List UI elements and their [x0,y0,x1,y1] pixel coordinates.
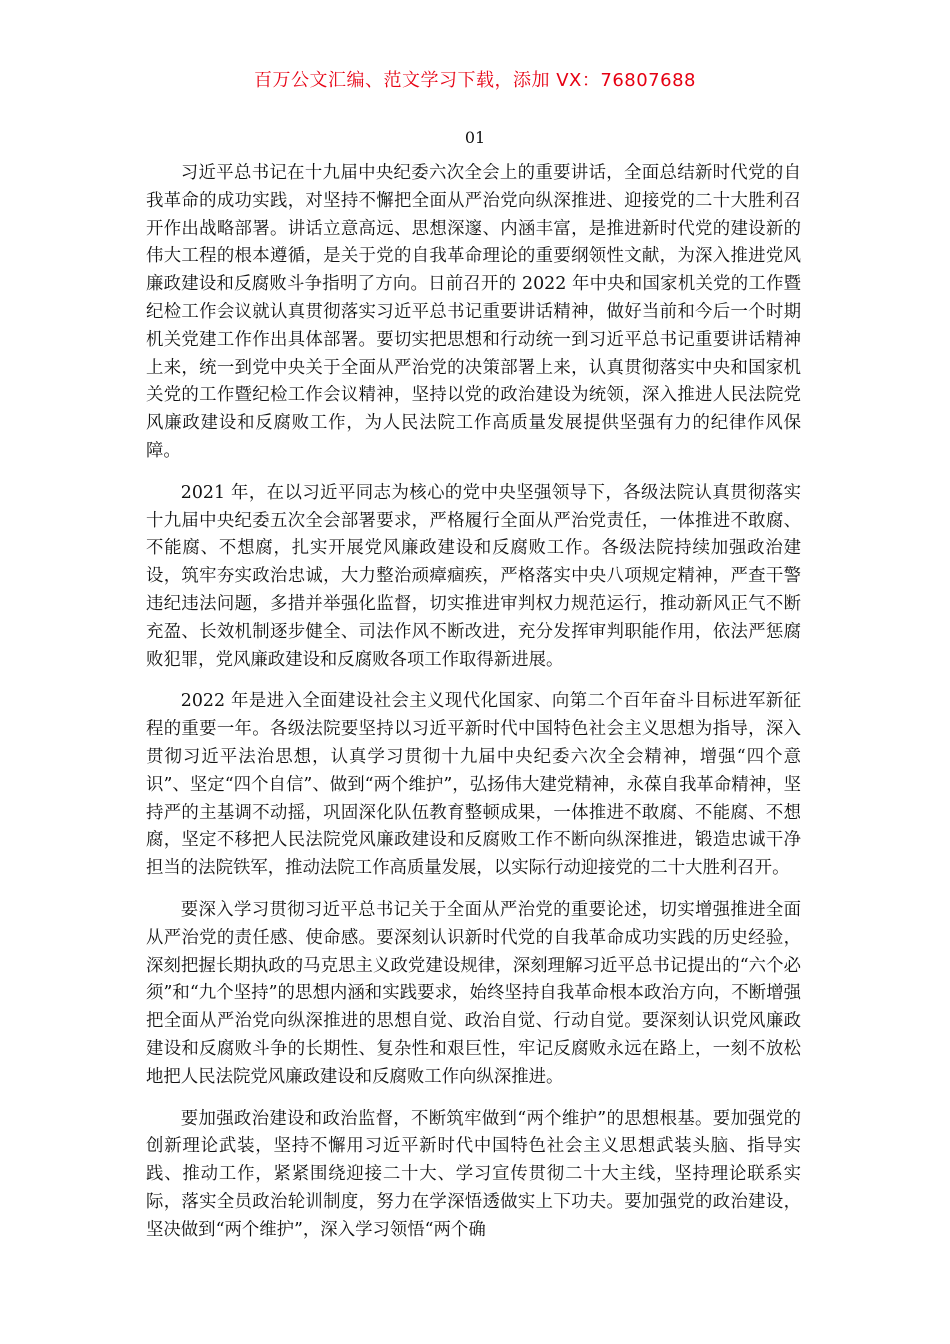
promo-banner: 百万公文汇编、范文学习下载，添加 VX：76807688 [254,70,696,91]
paragraph: 习近平总书记在十九届中央纪委六次全会上的重要讲话，全面总结新时代党的自我革命的成功实践，对坚持不懈把全面从严治党向纵深推进、迎接党的二十大胜利召开作出战略部署。讲话立意高远、思想深邃、内涵丰富，是推进新时代党的建设新的伟大工程的根本遵循，是关于党的自我革命理论的重要纲领性文献，为深入推进党风廉政建设和反腐败斗争指明了方向。日前召开的 2022 年中央和国家机关党的工作暨纪检工作会议就认真贯彻落实习近平总书记重要讲话精神，做好当前和今后一个时期机关党建工作作出具体部署。要切实把思想和行动统一到习近平总书记重要讲话精神上来，统一到党中央关于全面从严治党的决策部署上来，认真贯彻落实中央和国家机关党的工作暨纪检工作会议精神，坚持以党的政治建设为统领，深入推进人民法院党风廉政建设和反腐败工作，为人民法院工作高质量发展提供坚强有力的纪律作风保障。 [146,163,801,461]
document-body [146,160,801,1258]
paragraph: 要深入学习贯彻习近平总书记关于全面从严治党的重要论述，切实增强推进全面从严治党的责任感、使命感。要深刻认识新时代党的自我革命成功实践的历史经验，深刻把握长期执政的马克思主义政党建设规律，深刻理解习近平总书记提出的“六个必须”和“九个坚持”的思想内涵和实践要求，始终坚持自我革命根本政治方向，不断增强把全面从严治党向纵深推进的思想自觉、政治自觉、行动自觉。要深刻认识党风廉政建设和反腐败斗争的长期性、复杂性和艰巨性，牢记反腐败永远在路上，一刻不放松地把人民法院党风廉政建设和反腐败工作向纵深推进。 [146,899,801,1087]
paragraph: 2021 年，在以习近平同志为核心的党中央坚强领导下，各级法院认真贯彻落实十九届中央纪委五次全会部署要求，严格履行全面从严治党责任，一体推进不敢腐、不能腐、不想腐，扎实开展党风廉政建设和反腐败工作。各级法院持续加强政治建设，筑牢夯实政治忠诚，大力整治顽瘴痼疾，严格落实中央八项规定精神，严查干警违纪违法问题，多措并举强化监督，切实推进审判权力规范运行，推动新风正气不断充盈、长效机制逐步健全、司法作风不断改进，充分发挥审判职能作用，依法严惩腐败犯罪，党风廉政建设和反腐败各项工作取得新进展。 [146,482,801,670]
paragraph: 要加强政治建设和政治监督，不断筑牢做到“两个维护”的思想根基。要加强党的创新理论武装，坚持不懈用习近平新时代中国特色社会主义思想武装头脑、指导实践、推动工作，紧紧围绕迎接二十大、学习宣传贯彻二十大主线，坚持理论联系实际，落实全员政治轮训制度，努力在学深悟透做实上下功夫。要加强党的政治建设，坚决做到“两个维护”，深入学习领悟“两个确 [146,1108,801,1240]
section-number: 01 [464,128,486,147]
paragraph: 2022 年是进入全面建设社会主义现代化国家、向第二个百年奋斗目标进军新征程的重要一年。各级法院要坚持以习近平新时代中国特色社会主义思想为指导，深入贯彻习近平法治思想，认真学习贯彻十九届中央纪委六次全会精神，增强“四个意识”、坚定“四个自信”、做到“两个维护”，弘扬伟大建党精神，永葆自我革命精神，坚持严的主基调不动摇，巩固深化队伍教育整顿成果，一体推进不敢腐、不能腐、不想腐，坚定不移把人民法院党风廉政建设和反腐败工作不断向纵深推进，锻造忠诚干净担当的法院铁军，推动法院工作高质量发展，以实际行动迎接党的二十大胜利召开。 [146,691,801,879]
